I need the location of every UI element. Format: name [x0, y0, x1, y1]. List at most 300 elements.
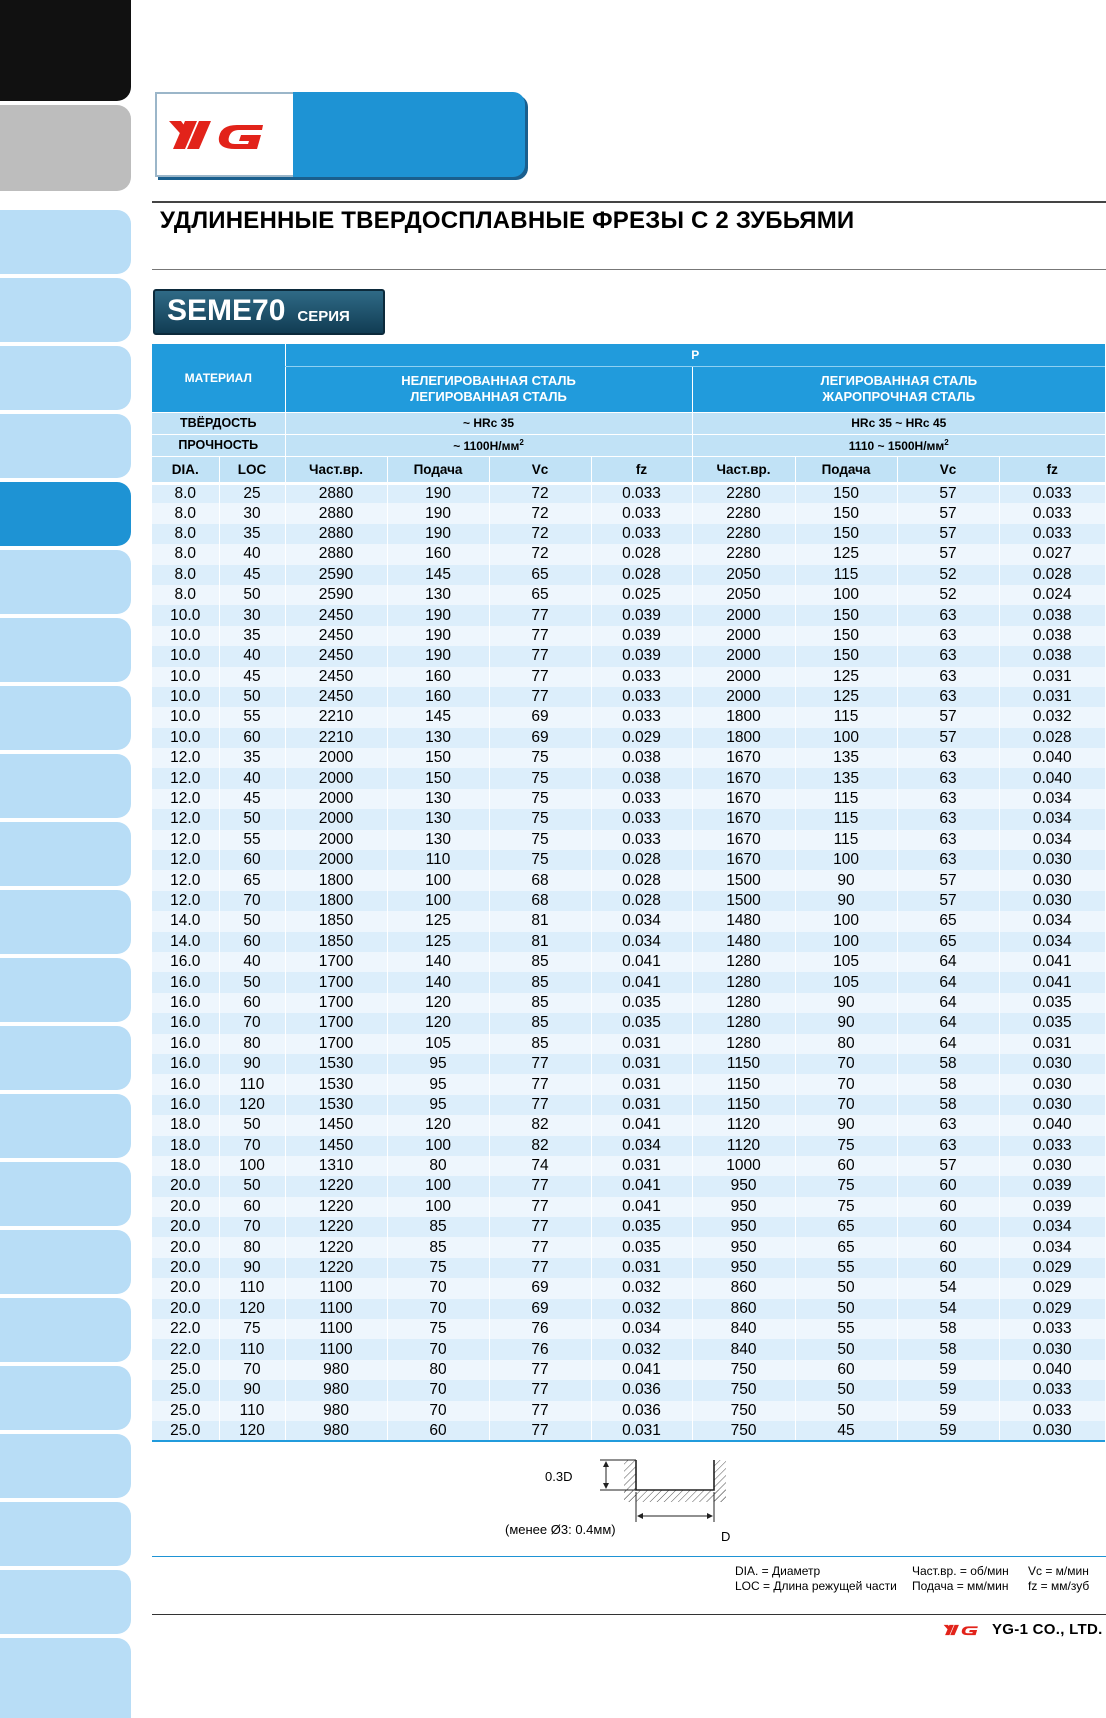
- side-tab[interactable]: [0, 0, 131, 101]
- table-cell: 95: [387, 1074, 489, 1094]
- side-tab[interactable]: [0, 414, 131, 478]
- table-cell: 0.033: [591, 707, 692, 727]
- table-cell: 0.034: [999, 932, 1105, 952]
- side-tab[interactable]: [0, 210, 131, 274]
- table-row: [152, 544, 1105, 564]
- table-cell: 110: [387, 850, 489, 870]
- table-cell: 0.033: [999, 1380, 1105, 1400]
- table-cell: 0.030: [999, 1095, 1105, 1115]
- table-cell: 0.035: [591, 1217, 692, 1237]
- table-cell: 150: [795, 646, 897, 666]
- table-cell: 115: [795, 789, 897, 809]
- table-cell: 150: [387, 768, 489, 788]
- table-row: [152, 809, 1105, 829]
- table-cell: 75: [489, 850, 591, 870]
- table-row: [152, 1054, 1105, 1074]
- side-tab[interactable]: [0, 346, 131, 410]
- table-cell: 130: [387, 585, 489, 605]
- table-cell: 18.0: [152, 1136, 219, 1156]
- table-cell: 75: [387, 1258, 489, 1278]
- table-cell: 1100: [285, 1278, 387, 1298]
- table-cell: 0.029: [999, 1299, 1105, 1319]
- table-cell: 12.0: [152, 830, 219, 850]
- slot-diagram: [505, 1456, 800, 1556]
- table-cell: 8.0: [152, 503, 219, 523]
- table-cell: 81: [489, 932, 591, 952]
- table-cell: 110: [219, 1339, 285, 1359]
- table-cell: 45: [219, 789, 285, 809]
- table-cell: 85: [387, 1237, 489, 1257]
- table-cell: 840: [692, 1339, 795, 1359]
- table-cell: 12.0: [152, 809, 219, 829]
- table-cell: 63: [897, 626, 999, 646]
- table-row: [152, 1115, 1105, 1135]
- table-cell: 1000: [692, 1156, 795, 1176]
- table-cell: 0.030: [999, 1054, 1105, 1074]
- table-cell: 100: [387, 1176, 489, 1196]
- table-cell: 0.032: [999, 707, 1105, 727]
- slot-note: (менее Ø3: 0.4мм): [505, 1522, 616, 1537]
- table-cell: 65: [489, 565, 591, 585]
- table-cell: 1530: [285, 1095, 387, 1115]
- table-cell: 1280: [692, 1013, 795, 1033]
- table-cell: 70: [219, 1217, 285, 1237]
- table-cell: 72: [489, 503, 591, 523]
- table-cell: 1670: [692, 768, 795, 788]
- table-cell: 60: [795, 1360, 897, 1380]
- table-cell: 58: [897, 1319, 999, 1339]
- table-cell: 82: [489, 1115, 591, 1135]
- table-cell: 77: [489, 1176, 591, 1196]
- table-cell: 12.0: [152, 870, 219, 890]
- table-cell: 77: [489, 605, 591, 625]
- table-cell: 75: [489, 789, 591, 809]
- table-cell: 77: [489, 1401, 591, 1421]
- table-cell: 0.039: [591, 626, 692, 646]
- table-cell: 1310: [285, 1156, 387, 1176]
- table-cell: 69: [489, 707, 591, 727]
- table-row: [152, 1176, 1105, 1196]
- table-cell: 80: [795, 1034, 897, 1054]
- table-cell: 12.0: [152, 748, 219, 768]
- table-cell: 81: [489, 911, 591, 931]
- table-cell: 57: [897, 524, 999, 544]
- table-cell: 0.033: [999, 503, 1105, 523]
- column-header: Част.вр.: [285, 456, 387, 483]
- table-row: [152, 707, 1105, 727]
- table-cell: 2210: [285, 728, 387, 748]
- table-cell: 2590: [285, 565, 387, 585]
- table-cell: 0.036: [591, 1401, 692, 1421]
- table-cell: 0.033: [591, 687, 692, 707]
- table-cell: 100: [795, 585, 897, 605]
- table-cell: 95: [387, 1095, 489, 1115]
- table-cell: 65: [795, 1237, 897, 1257]
- table-cell: 0.034: [999, 789, 1105, 809]
- table-cell: 2000: [692, 626, 795, 646]
- page-title: УДЛИНЕННЫЕ ТВЕРДОСПЛАВНЫЕ ФРЕЗЫ С 2 ЗУБЬЯМИ: [160, 207, 855, 234]
- table-row: [152, 1278, 1105, 1298]
- material-header: МАТЕРИАЛ: [152, 344, 285, 412]
- table-row: [152, 932, 1105, 952]
- table-cell: 60: [897, 1176, 999, 1196]
- side-tab[interactable]: [0, 754, 131, 818]
- table-cell: 77: [489, 1217, 591, 1237]
- table-cell: 2000: [285, 789, 387, 809]
- table-cell: 2450: [285, 646, 387, 666]
- table-cell: 100: [219, 1156, 285, 1176]
- table-cell: 16.0: [152, 1054, 219, 1074]
- table-cell: 0.030: [999, 1156, 1105, 1176]
- table-cell: 74: [489, 1156, 591, 1176]
- material-group-1-line1: НЕЛЕГИРОВАННАЯ СТАЛЬ: [401, 373, 576, 388]
- table-cell: 70: [795, 1054, 897, 1074]
- table-cell: 950: [692, 1176, 795, 1196]
- table-cell: 8.0: [152, 483, 219, 503]
- side-tab[interactable]: [0, 1298, 131, 1362]
- table-cell: 77: [489, 687, 591, 707]
- side-tab[interactable]: [0, 1366, 131, 1430]
- table-row: [152, 993, 1105, 1013]
- table-cell: 70: [219, 1013, 285, 1033]
- side-tab[interactable]: [0, 1502, 131, 1566]
- table-cell: 76: [489, 1339, 591, 1359]
- table-cell: 70: [219, 1136, 285, 1156]
- table-cell: 0.033: [999, 524, 1105, 544]
- table-cell: 1700: [285, 1034, 387, 1054]
- hardness-group-1: ~ HRc 35: [285, 412, 692, 434]
- table-cell: 16.0: [152, 993, 219, 1013]
- table-cell: 75: [387, 1319, 489, 1339]
- table-cell: 8.0: [152, 585, 219, 605]
- table-cell: 750: [692, 1380, 795, 1400]
- table-cell: 0.030: [999, 1339, 1105, 1359]
- table-body: [152, 483, 1105, 1441]
- table-cell: 20.0: [152, 1176, 219, 1196]
- table-cell: 0.035: [591, 993, 692, 1013]
- table-cell: 2880: [285, 483, 387, 503]
- hardness-group-2: HRc 35 ~ HRc 45: [692, 412, 1105, 434]
- table-cell: 980: [285, 1401, 387, 1421]
- table-cell: 70: [795, 1074, 897, 1094]
- table-cell: 20.0: [152, 1237, 219, 1257]
- table-cell: 0.033: [591, 809, 692, 829]
- table-cell: 85: [489, 993, 591, 1013]
- table-cell: 145: [387, 707, 489, 727]
- table-cell: 1500: [692, 891, 795, 911]
- side-tab[interactable]: [0, 1230, 131, 1294]
- table-row: [152, 503, 1105, 523]
- table-cell: 115: [795, 809, 897, 829]
- table-cell: 50: [795, 1278, 897, 1298]
- side-tab-active[interactable]: [0, 482, 131, 546]
- table-cell: 1700: [285, 1013, 387, 1033]
- table-cell: 59: [897, 1401, 999, 1421]
- table-cell: 0.041: [591, 1115, 692, 1135]
- table-cell: 860: [692, 1299, 795, 1319]
- table-cell: 1100: [285, 1339, 387, 1359]
- table-cell: 135: [795, 748, 897, 768]
- side-tab[interactable]: [0, 822, 131, 886]
- table-row: [152, 585, 1105, 605]
- table-cell: 1500: [692, 870, 795, 890]
- table-cell: 0.038: [591, 768, 692, 788]
- table-cell: 0.024: [999, 585, 1105, 605]
- column-header: Подача: [387, 456, 489, 483]
- table-cell: 0.034: [591, 1136, 692, 1156]
- table-cell: 1280: [692, 993, 795, 1013]
- table-cell: 0.040: [999, 1360, 1105, 1380]
- table-cell: 65: [897, 911, 999, 931]
- material-group-1: [285, 366, 692, 412]
- table-cell: 57: [897, 503, 999, 523]
- table-cell: 82: [489, 1136, 591, 1156]
- strength-group-2-sup: 2: [944, 437, 949, 447]
- column-header: DIA.: [152, 456, 219, 483]
- table-row: [152, 605, 1105, 625]
- table-cell: 1670: [692, 789, 795, 809]
- table-cell: 70: [219, 1360, 285, 1380]
- table-row: [152, 1258, 1105, 1278]
- table-row: [152, 748, 1105, 768]
- table-cell: 0.030: [999, 1421, 1105, 1441]
- table-cell: 40: [219, 544, 285, 564]
- table-cell: 0.028: [591, 891, 692, 911]
- table-row: [152, 911, 1105, 931]
- table-cell: 76: [489, 1319, 591, 1339]
- cutting-data-table: [152, 344, 1105, 1442]
- strength-label: ПРОЧНОСТЬ: [152, 434, 285, 456]
- table-cell: 2280: [692, 503, 795, 523]
- table-row: [152, 830, 1105, 850]
- table-row: [152, 891, 1105, 911]
- table-cell: 70: [795, 1095, 897, 1115]
- table-cell: 0.041: [591, 1197, 692, 1217]
- material-group-2-line1: ЛЕГИРОВАННАЯ СТАЛЬ: [820, 373, 978, 388]
- side-tab[interactable]: [0, 1026, 131, 1090]
- table-cell: 77: [489, 1258, 591, 1278]
- side-tab[interactable]: [0, 890, 131, 954]
- table-cell: 1450: [285, 1115, 387, 1135]
- table-cell: 75: [795, 1136, 897, 1156]
- side-tab[interactable]: [0, 1638, 131, 1718]
- table-cell: 2880: [285, 503, 387, 523]
- table-cell: 75: [795, 1197, 897, 1217]
- legend-loc: LOC = Длина режущей части: [735, 1579, 897, 1593]
- table-cell: 120: [219, 1421, 285, 1441]
- table-cell: 20.0: [152, 1258, 219, 1278]
- side-tab[interactable]: [0, 105, 131, 191]
- table-cell: 10.0: [152, 707, 219, 727]
- table-cell: 0.034: [591, 911, 692, 931]
- side-tab[interactable]: [0, 1570, 131, 1634]
- table-cell: 1220: [285, 1176, 387, 1196]
- table-cell: 12.0: [152, 850, 219, 870]
- table-cell: 0.033: [999, 1319, 1105, 1339]
- table-cell: 60: [897, 1217, 999, 1237]
- table-cell: 150: [387, 748, 489, 768]
- table-cell: 0.033: [591, 789, 692, 809]
- table-cell: 840: [692, 1319, 795, 1339]
- table-cell: 0.029: [591, 728, 692, 748]
- table-cell: 75: [489, 830, 591, 850]
- table-cell: 80: [219, 1034, 285, 1054]
- table-cell: 50: [795, 1380, 897, 1400]
- table-row: [152, 1074, 1105, 1094]
- table-cell: 950: [692, 1217, 795, 1237]
- table-cell: 2450: [285, 605, 387, 625]
- table-cell: 0.028: [591, 870, 692, 890]
- side-tab[interactable]: [0, 1434, 131, 1498]
- table-cell: 50: [795, 1401, 897, 1421]
- table-cell: 35: [219, 524, 285, 544]
- table-cell: 40: [219, 952, 285, 972]
- table-cell: 1800: [285, 870, 387, 890]
- table-cell: 105: [795, 972, 897, 992]
- table-cell: 72: [489, 483, 591, 503]
- yg-logo: [155, 92, 293, 177]
- table-cell: 125: [387, 911, 489, 931]
- table-cell: 100: [387, 891, 489, 911]
- side-tab[interactable]: [0, 278, 131, 342]
- table-cell: 1100: [285, 1319, 387, 1339]
- table-cell: 100: [387, 870, 489, 890]
- table-cell: 1800: [692, 728, 795, 748]
- table-cell: 50: [219, 972, 285, 992]
- side-tab[interactable]: [0, 550, 131, 614]
- table-cell: 150: [795, 483, 897, 503]
- table-row: [152, 626, 1105, 646]
- yg-logo-small-icon: [942, 1622, 986, 1638]
- table-cell: 60: [897, 1197, 999, 1217]
- table-cell: 140: [387, 952, 489, 972]
- table-cell: 10.0: [152, 646, 219, 666]
- table-cell: 1700: [285, 993, 387, 1013]
- table-cell: 75: [795, 1176, 897, 1196]
- legend-dia: DIA. = Диаметр: [735, 1564, 821, 1578]
- table-cell: 0.034: [999, 1237, 1105, 1257]
- material-group-2: [692, 366, 1105, 412]
- table-cell: 100: [795, 932, 897, 952]
- table-cell: 72: [489, 544, 591, 564]
- table-cell: 1220: [285, 1237, 387, 1257]
- table-cell: 77: [489, 626, 591, 646]
- table-cell: 90: [219, 1380, 285, 1400]
- table-cell: 190: [387, 646, 489, 666]
- table-cell: 18.0: [152, 1115, 219, 1135]
- table-cell: 16.0: [152, 1095, 219, 1115]
- table-cell: 70: [387, 1380, 489, 1400]
- table-cell: 35: [219, 626, 285, 646]
- table-cell: 16.0: [152, 1013, 219, 1033]
- side-tab[interactable]: [0, 686, 131, 750]
- table-cell: 55: [795, 1319, 897, 1339]
- table-cell: 1280: [692, 1034, 795, 1054]
- table-cell: 59: [897, 1380, 999, 1400]
- table-cell: 1850: [285, 932, 387, 952]
- table-row: [152, 1197, 1105, 1217]
- table-cell: 64: [897, 1034, 999, 1054]
- table-cell: 55: [795, 1258, 897, 1278]
- table-cell: 0.031: [999, 667, 1105, 687]
- table-row: [152, 565, 1105, 585]
- table-row: [152, 1013, 1105, 1033]
- table-cell: 0.035: [999, 1013, 1105, 1033]
- table-row: [152, 646, 1105, 666]
- table-cell: 60: [387, 1421, 489, 1441]
- table-cell: 105: [795, 952, 897, 972]
- column-header: Vc: [897, 456, 999, 483]
- table-row: [152, 1380, 1105, 1400]
- table-cell: 0.038: [999, 626, 1105, 646]
- column-header: fz: [999, 456, 1105, 483]
- title-rule: [152, 269, 1106, 270]
- table-row: [152, 687, 1105, 707]
- side-tab[interactable]: [0, 958, 131, 1022]
- table-cell: 22.0: [152, 1319, 219, 1339]
- table-cell: 50: [219, 911, 285, 931]
- table-cell: 2000: [692, 605, 795, 625]
- table-row: [152, 850, 1105, 870]
- table-cell: 54: [897, 1278, 999, 1298]
- legend-rpm: Част.вр. = об/мин: [912, 1564, 1009, 1578]
- table-cell: 57: [897, 728, 999, 748]
- table-cell: 1530: [285, 1054, 387, 1074]
- table-cell: 63: [897, 646, 999, 666]
- table-cell: 90: [219, 1054, 285, 1074]
- table-cell: 120: [219, 1095, 285, 1115]
- table-cell: 0.030: [999, 850, 1105, 870]
- table-cell: 0.040: [999, 768, 1105, 788]
- table-cell: 2280: [692, 544, 795, 564]
- table-row: [152, 728, 1105, 748]
- side-tab[interactable]: [0, 1162, 131, 1226]
- table-cell: 63: [897, 809, 999, 829]
- table-cell: 45: [795, 1421, 897, 1441]
- table-cell: 12.0: [152, 891, 219, 911]
- table-cell: 16.0: [152, 952, 219, 972]
- table-cell: 0.039: [591, 605, 692, 625]
- table-cell: 55: [219, 830, 285, 850]
- table-cell: 2450: [285, 687, 387, 707]
- table-cell: 0.035: [999, 993, 1105, 1013]
- table-cell: 8.0: [152, 544, 219, 564]
- table-cell: 63: [897, 768, 999, 788]
- table-row: [152, 1401, 1105, 1421]
- table-cell: 2000: [692, 667, 795, 687]
- table-cell: 80: [387, 1156, 489, 1176]
- table-cell: 25: [219, 483, 285, 503]
- side-tab[interactable]: [0, 618, 131, 682]
- side-tab[interactable]: [0, 1094, 131, 1158]
- table-cell: 64: [897, 1013, 999, 1033]
- yg-logo-icon: [165, 113, 285, 157]
- table-cell: 2000: [692, 646, 795, 666]
- table-cell: 750: [692, 1421, 795, 1441]
- table-cell: 1670: [692, 830, 795, 850]
- table-cell: 90: [795, 891, 897, 911]
- table-cell: 0.034: [999, 911, 1105, 931]
- table-cell: 0.041: [591, 952, 692, 972]
- table-cell: 16.0: [152, 1034, 219, 1054]
- table-cell: 8.0: [152, 565, 219, 585]
- table-cell: 12.0: [152, 768, 219, 788]
- table-cell: 16.0: [152, 972, 219, 992]
- table-cell: 10.0: [152, 605, 219, 625]
- table-cell: 77: [489, 1380, 591, 1400]
- table-cell: 110: [219, 1074, 285, 1094]
- strength-group-2-value: 1110 ~ 1500Н/мм: [848, 438, 945, 453]
